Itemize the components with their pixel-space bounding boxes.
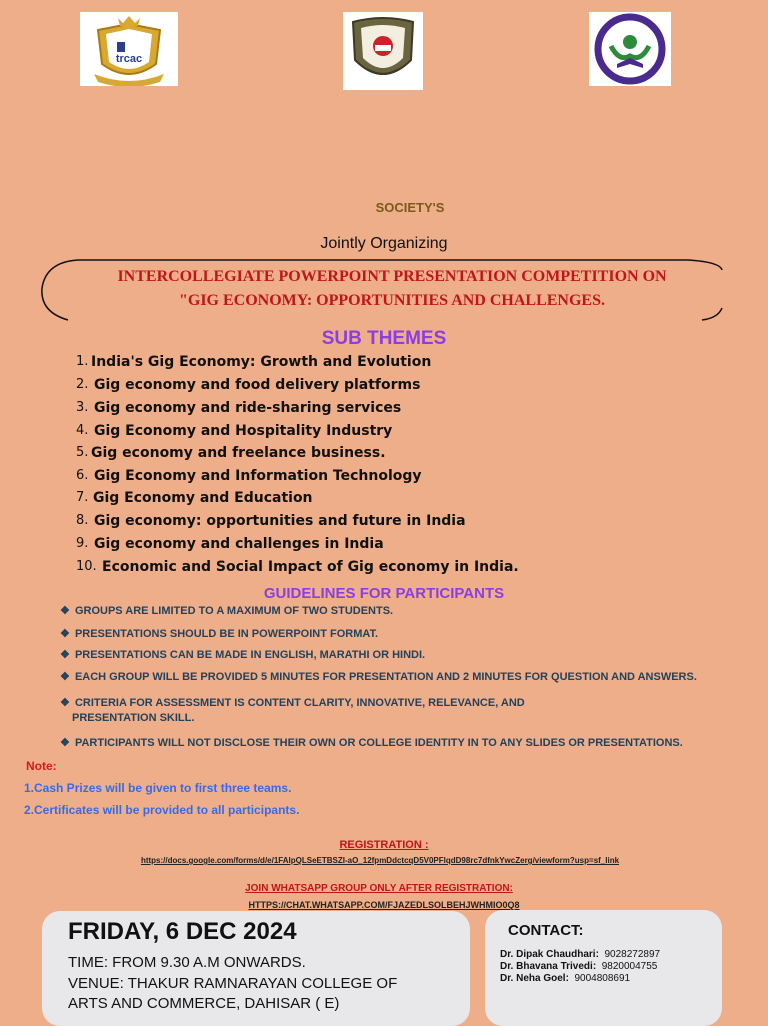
note-label: Note:	[26, 759, 57, 773]
contact-row: Dr. Bhavana Trivedi: 9820004755	[500, 961, 658, 972]
whatsapp-link[interactable]: HTTPS://CHAT.WHATSAPP.COM/FJAZEDLSOLBEHJWHMIO0Q8	[248, 900, 520, 910]
trcac-logo	[80, 12, 178, 86]
diamond-bullet-icon: ❖	[60, 737, 70, 749]
trcac-logo-text: trcac	[115, 53, 143, 65]
whatsapp-label: JOIN WHATSAPP GROUP ONLY AFTER REGISTRATION:	[245, 883, 513, 894]
contact-row: Dr. Neha Goel: 9004808691	[500, 973, 631, 984]
contact-row: Dr. Dipak Chaudhari: 9028272897	[500, 949, 661, 960]
sub-themes-title: SUB THEMES	[321, 328, 447, 349]
diamond-bullet-icon: ❖	[60, 671, 70, 683]
note-item: 2.Certificates will be provided to all participants.	[24, 803, 300, 817]
guideline-item: ❖ CRITERIA FOR ASSESSMENT IS CONTENT CLARITY, INNOVATIVE, RELEVANCE, AND	[60, 697, 525, 709]
banner-title-line1: INTERCOLLEGIATE POWERPOINT PRESENTATION COMPETITION ON	[117, 268, 667, 285]
contact-title: CONTACT:	[508, 922, 584, 939]
jointly-organizing-label: Jointly Organizing	[320, 235, 448, 252]
banner-title-line2: "GIG ECONOMY: OPPORTUNITIES AND CHALLENGES.	[178, 292, 605, 309]
diamond-bullet-icon: ❖	[60, 605, 70, 617]
guideline-item: ❖ PARTICIPANTS WILL NOT DISCLOSE THEIR OWN OR COLLEGE IDENTITY IN TO ANY SLIDES OR PRESENTATIONS.	[60, 737, 683, 749]
event-venue-line1: VENUE: THAKUR RAMNARAYAN COLLEGE OF	[68, 975, 398, 992]
guideline-item-continuation: PRESENTATION SKILL.	[72, 712, 195, 724]
education-society-logo	[589, 12, 671, 86]
guideline-item: ❖ PRESENTATIONS SHOULD BE IN POWERPOINT FORMAT.	[60, 628, 379, 640]
college-seal-logo	[343, 12, 423, 90]
note-item: 1.Cash Prizes will be given to first three teams.	[24, 781, 292, 795]
guidelines-title: GUIDELINES FOR PARTICIPANTS	[263, 585, 505, 602]
registration-label: REGISTRATION :	[339, 839, 429, 851]
banner-bracket	[38, 256, 728, 326]
diamond-bullet-icon: ❖	[60, 628, 70, 640]
guideline-item: ❖ EACH GROUP WILL BE PROVIDED 5 MINUTES FOR PRESENTATION AND 2 MINUTES FOR QUESTION AND ANSWERS.	[60, 671, 697, 683]
societys-label: SOCIETY'S	[375, 200, 445, 215]
guideline-item: ❖ GROUPS ARE LIMITED TO A MAXIMUM OF TWO STUDENTS.	[60, 605, 394, 617]
registration-link[interactable]: https://docs.google.com/forms/d/e/1FAIpQLSeETBSZI-aO_12fpmDdctcqD5V0PFlqdD98rc7dfnkYwcZerg/viewform?usp=sf_link	[140, 856, 620, 865]
event-time: TIME: FROM 9.30 A.M ONWARDS.	[68, 954, 306, 971]
event-date: FRIDAY, 6 DEC 2024	[68, 918, 297, 945]
diamond-bullet-icon: ❖	[60, 649, 70, 661]
diamond-bullet-icon: ❖	[60, 697, 70, 709]
event-venue-line2: ARTS AND COMMERCE, DAHISAR ( E)	[68, 995, 340, 1012]
guideline-item: ❖ PRESENTATIONS CAN BE MADE IN ENGLISH, MARATHI OR HINDI.	[60, 649, 426, 661]
